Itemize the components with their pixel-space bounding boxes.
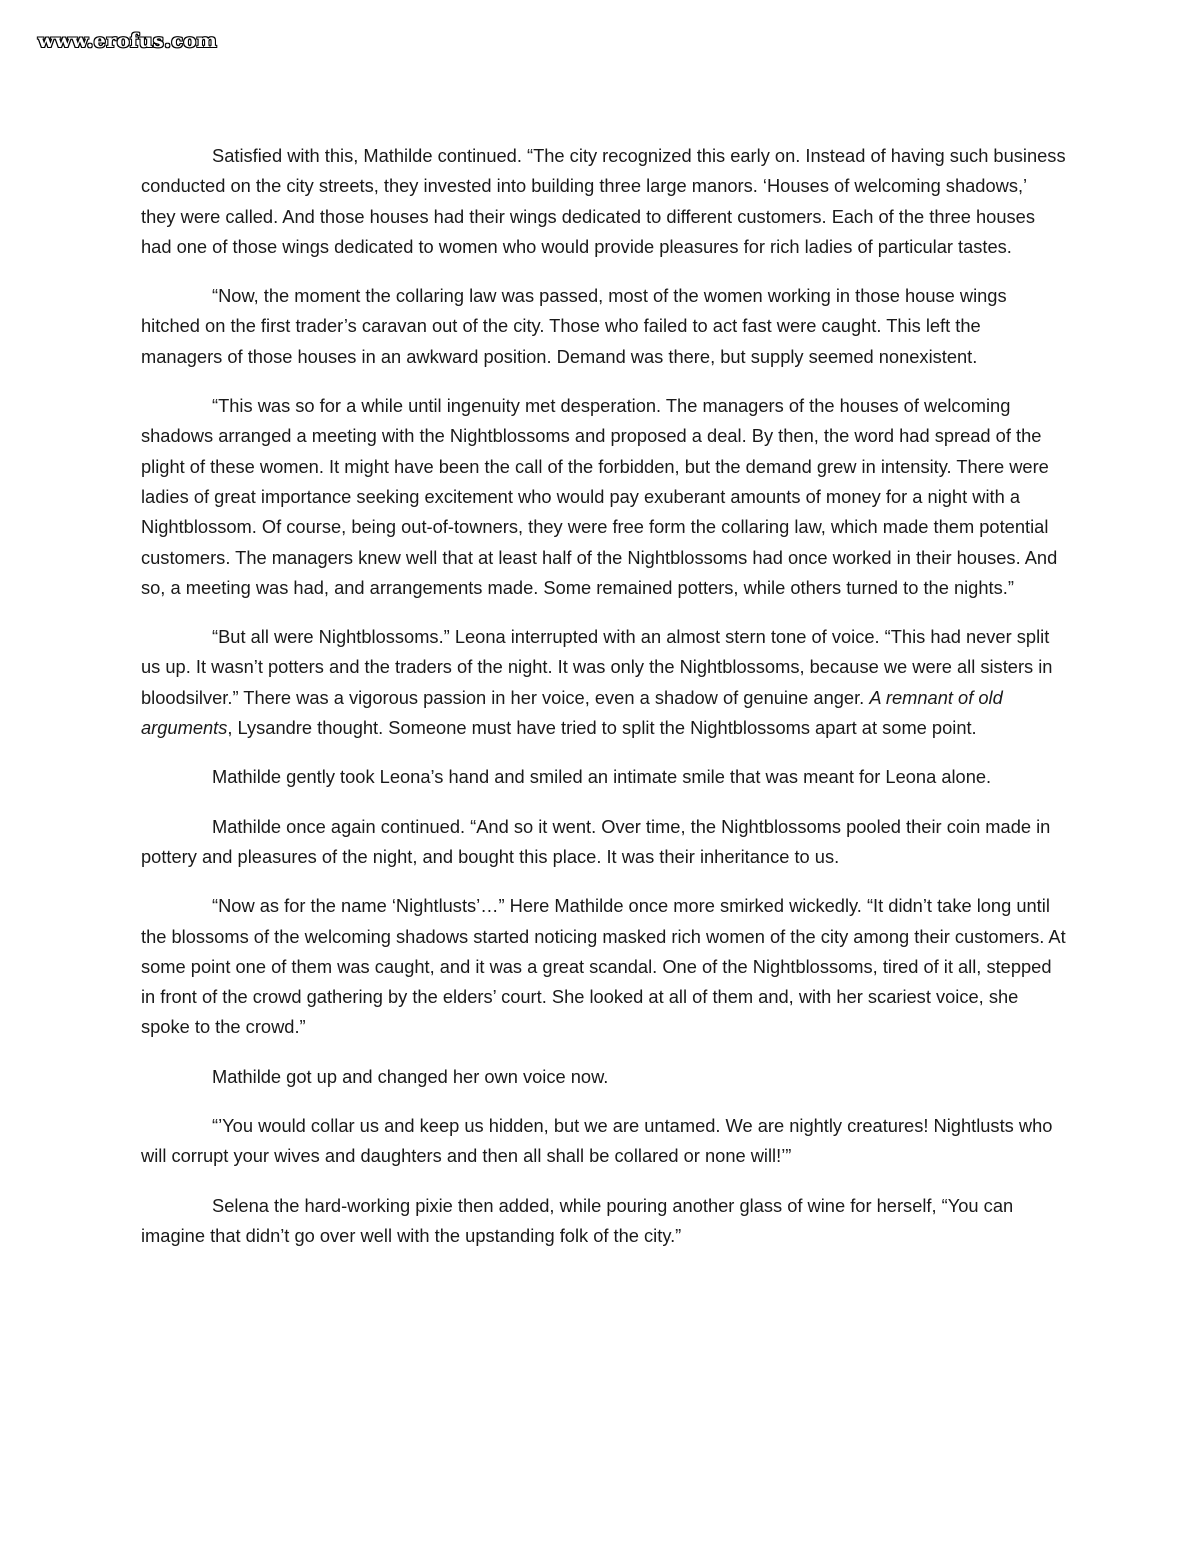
paragraph-text: , Lysandre thought. Someone must have tried to split the Nightblossoms apart at some point.: [227, 717, 977, 739]
paragraph: “This was so for a while until ingenuity met desperation. The managers of the houses of welcoming shadows arranged a meeting with the Nightblossoms and proposed a deal. By then, the word had spread of the plight of these women. It might have been the call of the forbidden, but the demand grew in intensity. There were ladies of great importance seeking excitement who would pay exuberant amounts of money for a night with a Nightblossom. Of course, being out-of-towners, they were free form the collaring law, which made them potential customers. The managers knew well that at least half of the Nightblossoms had once worked in their houses. And so, a meeting was had, and arrangements made. Some remained potters, while others turned to the nights.”: [141, 395, 1058, 598]
site-watermark: www.erofus.com: [38, 30, 218, 52]
paragraph: Selena the hard-working pixie then added, while pouring another glass of wine for herself, “You can imagine that didn’t go over well with the upstanding folk of the city.”: [141, 1194, 1014, 1246]
paragraph: Mathilde gently took Leona’s hand and smiled an intimate smile that was meant for Leona alone.: [212, 766, 992, 788]
italic-phrase: A remnant of old arguments: [141, 686, 1003, 739]
paragraph: “Now, the moment the collaring law was passed, most of the women working in those house wings hitched on the first trader’s caravan out of the city. Those who failed to act fast were caught. This left the managers of those houses in an awkward position. Demand was there, but supply seemed nonexistent.: [141, 285, 1007, 367]
paragraph: [141, 622, 1066, 743]
paragraph: Satisfied with this, Mathilde continued. “The city recognized this early on. Instead of having such business conducted on the city streets, they invested into building three large manors. ‘Houses of welcoming shadows,’ they were called. And those houses had their wings dedicated to different customers. Each of the three houses had one of those wings dedicated to women who would provide pleasures for rich ladies of particular tastes.: [141, 145, 1066, 257]
paragraph: Mathilde once again continued. “And so it went. Over time, the Nightblossoms pooled their coin made in pottery and pleasures of the night, and bought this place. It was their inheritance to us.: [141, 815, 1051, 867]
document-body: [141, 141, 1066, 1270]
paragraph: “’You would collar us and keep us hidden, but we are untamed. We are nightly creatures! Nightlusts who will corrupt your wives and daughters and then all shall be collared or none will!’”: [141, 1115, 1053, 1167]
paragraph-text: “But all were Nightblossoms.” Leona interrupted with an almost stern tone of voice. “This had never split us up. It wasn’t potters and the traders of the night. It was only the Nightblossoms, because we were all sisters in bloodsilver.” There was a vigorous passion in her voice, even a shadow of genuine anger.: [141, 626, 1053, 708]
paragraph: Mathilde got up and changed her own voice now.: [212, 1065, 609, 1087]
paragraph: “Now as for the name ‘Nightlusts’…” Here Mathilde once more smirked wickedly. “It didn’t take long until the blossoms of the welcoming shadows started noticing masked rich women of the city among their customers. At some point one of them was caught, and it was a great scandal. One of the Nightblossoms, tired of it all, stepped in front of the crowd gathering by the elders’ court. She looked at all of them and, with her scariest voice, she spoke to the crowd.”: [141, 895, 1066, 1038]
